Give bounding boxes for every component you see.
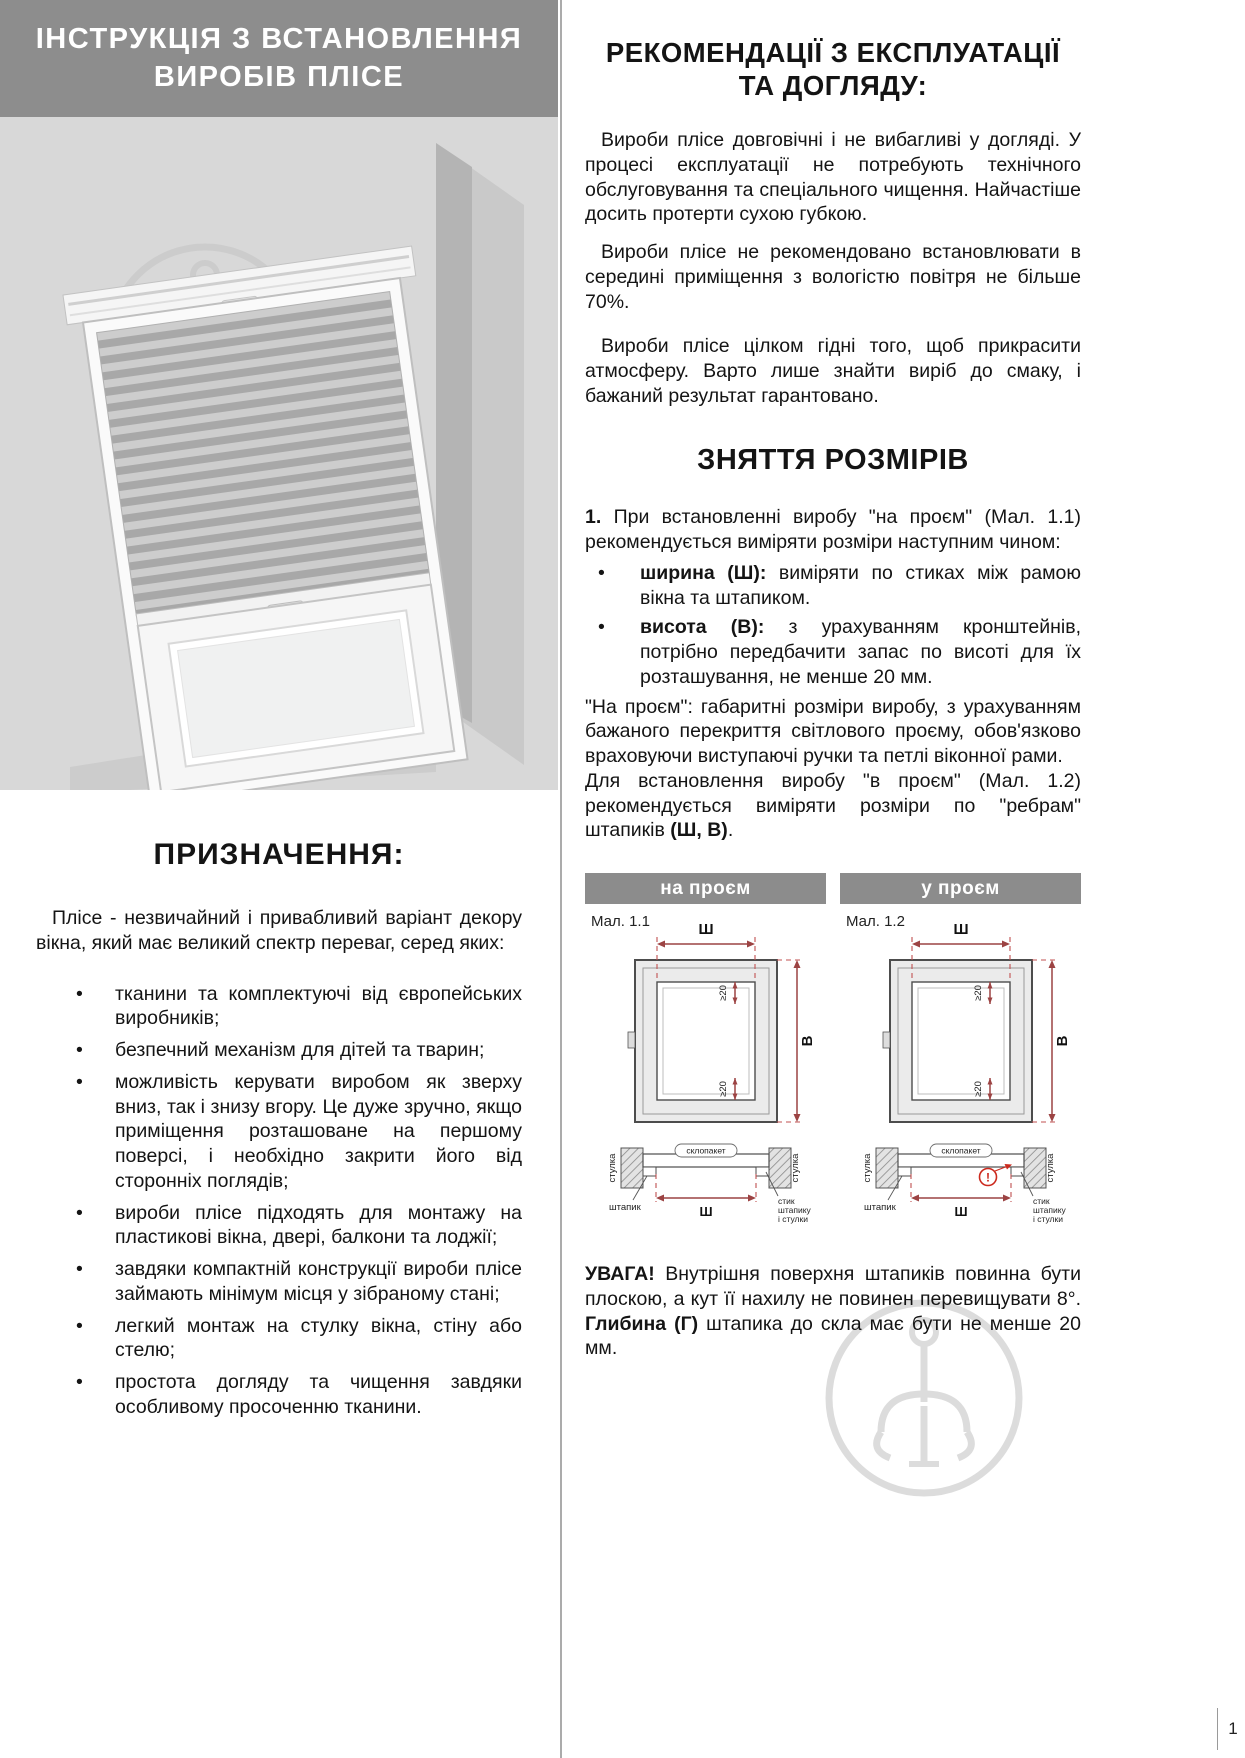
pleated-blind	[97, 292, 430, 616]
list-item	[36, 1038, 522, 1063]
list-item	[36, 1257, 522, 1307]
clearance-label: ≥20	[718, 985, 729, 1001]
page-footer	[1217, 1708, 1240, 1750]
bottom-width-label: Ш	[699, 1204, 713, 1220]
right-column	[585, 0, 1081, 1361]
bottom-width-label: Ш	[954, 1204, 968, 1220]
attention-text-1: Внутрішня поверхня штапиків повинна бути плоскою, а кут її нахилу не повинен перевищувати 8°.	[585, 1263, 1081, 1310]
window-handle	[628, 1032, 635, 1048]
care-paragraph-1: Вироби плісе довговічні і не вибагливі у догляді. У процесі експлуатації не потребують технічного обслуговування та спеціального чищення. Найчастіше досить протерти сухою губкою.	[585, 129, 1081, 226]
width-term: ширина (Ш):	[640, 561, 767, 584]
width-dim-label: Ш	[698, 921, 714, 939]
attention-lead: УВАГА!	[585, 1263, 655, 1286]
footer-divider	[1217, 1708, 1219, 1750]
joint-label-1: стик	[1033, 1196, 1050, 1207]
step-number: 1.	[585, 506, 602, 529]
sash-label-right: стулка	[790, 1153, 801, 1183]
banner-title-line1: ІНСТРУКЦІЯ З ВСТАНОВЛЕННЯ	[35, 23, 523, 56]
height-term: висота (В):	[640, 616, 765, 639]
measuring-title: ЗНЯТТЯ РОЗМІРІВ	[697, 443, 969, 476]
list-item	[585, 561, 1081, 611]
purpose-intro: Плісе - незвичайний і привабливий варіант декору вікна, який має великий спектр переваг, серед яких:	[36, 907, 522, 954]
v-proem-dims: (Ш, В)	[670, 819, 728, 842]
joint-label-2: штапику	[1033, 1205, 1066, 1216]
list-item-text: тканини та комплектуючі від європейських виробників;	[115, 982, 522, 1030]
na-proem-paragraph: "На проєм": габаритні розміри виробу, з урахуванням бажаного перекриття світлового проєму, обов'язково враховуючи виступаючі ручки та петлі віконної рами.	[585, 695, 1081, 768]
list-item	[36, 982, 522, 1032]
attention-text-2: штапика до скла має бути не менше 20 мм.	[585, 1312, 1081, 1360]
v-proem-paragraph	[585, 769, 1081, 843]
attention-depth-term: Глибина (Г)	[585, 1312, 699, 1335]
figure-na-proem	[585, 873, 826, 1236]
list-item	[36, 1370, 522, 1420]
window-handle	[883, 1032, 890, 1048]
list-item	[36, 1314, 522, 1364]
attention-paragraph	[585, 1262, 1081, 1361]
list-item-text: легкий монтаж на стулку вікна, стіну або стелю;	[115, 1314, 522, 1362]
care-paragraph-2: Вироби плісе не рекомендовано встановлювати в середині приміщення з вологістю повітря не більше 70%.	[585, 241, 1081, 313]
left-column	[0, 0, 558, 1758]
list-item-text: безпечний механізм для дітей та тварин;	[115, 1039, 485, 1061]
bead-label: штапик	[864, 1202, 896, 1214]
clearance-label: ≥20	[973, 985, 984, 1001]
figure-header: на проєм	[585, 873, 826, 904]
measuring-list	[585, 561, 1081, 690]
height-dim-label: В	[799, 1035, 816, 1047]
width-dim-label: Ш	[953, 921, 969, 939]
page-number: 1	[1228, 1719, 1238, 1738]
sash-label-left: стулка	[862, 1153, 873, 1183]
fig-label: Мал. 1.2	[846, 913, 905, 931]
measure-diagram-2	[840, 904, 1081, 1236]
joint-label-2: штапику	[778, 1205, 811, 1216]
bead-label: штапик	[609, 1202, 641, 1214]
sash-label-left: стулка	[607, 1153, 618, 1183]
joint-label-3: і стулки	[1033, 1214, 1063, 1225]
left-banner	[0, 0, 558, 117]
warning-mark: !	[986, 1170, 990, 1185]
height-desc: з урахуванням кронштейнів, потрібно передбачити запас по висоті для їх розташування, не менше 20 мм.	[640, 616, 1081, 688]
purpose-section	[0, 838, 558, 1427]
glazing-label: склопакет	[686, 1145, 726, 1156]
glazing-label: склопакет	[941, 1145, 981, 1156]
list-item-text: вироби плісе підходять для монтажу на пластикові вікна, двері, балкони та лоджії;	[115, 1201, 522, 1249]
purpose-list	[36, 982, 522, 1420]
list-item	[36, 1070, 522, 1194]
figure-header: у проєм	[840, 873, 1081, 904]
figure-u-proem	[840, 873, 1081, 1236]
v-proem-text: Для встановлення виробу "в проєм" (Мал. 1.2) рекомендується виміряти розміри по "ребрам" штапиків	[585, 769, 1081, 842]
care-title-line2: ТА ДОГЛЯДУ:	[738, 70, 928, 101]
measuring-step1	[585, 505, 1081, 555]
height-dim-label: В	[1054, 1035, 1071, 1047]
width-desc: виміряти по стиках між рамою вікна та штапиком.	[640, 561, 1081, 609]
care-title-line1: РЕКОМЕНДАЦІЇ З ЕКСПЛУАТАЦІЇ	[605, 37, 1061, 68]
banner-title-line2: ВИРОБІВ ПЛІСЕ	[153, 60, 405, 93]
measure-diagram-1	[585, 904, 826, 1236]
clearance-label: ≥20	[973, 1081, 984, 1097]
joint-label-1: стик	[778, 1196, 795, 1207]
figures-row	[585, 873, 1081, 1236]
list-item	[36, 1201, 522, 1251]
clearance-label: ≥20	[718, 1081, 729, 1097]
step-text: При встановленні виробу "на проєм" (Мал. 1.1) рекомендується виміряти розміри наступним чином:	[585, 506, 1081, 554]
fig-label: Мал. 1.1	[591, 913, 650, 931]
care-title	[585, 36, 1081, 102]
v-proem-end: .	[727, 819, 734, 842]
care-paragraph-3: Вироби плісе цілком гідні того, щоб прикрасити атмосферу. Варто лише знайти виріб до смаку, і бажаний результат гарантовано.	[585, 335, 1081, 407]
list-item-text: завдяки компактній конструкції вироби плісе займають мінімум місця у зібраному стані;	[115, 1258, 522, 1305]
window-illustration	[0, 117, 558, 790]
list-item-text: можливість керувати виробом як зверху вниз, так і знизу вгору. Це дуже зручно, якщо приміщення розташоване на першому поверсі, і необхідно закрити його від сторонніх поглядів;	[115, 1070, 522, 1192]
column-divider	[560, 0, 562, 1758]
sash-label-right: стулка	[1045, 1153, 1056, 1183]
list-item-text: простота догляду та чищення завдяки особливому просоченню тканини.	[115, 1371, 522, 1418]
list-item	[585, 615, 1081, 689]
purpose-title: ПРИЗНАЧЕННЯ:	[153, 838, 405, 871]
joint-label-3: і стулки	[778, 1214, 808, 1225]
